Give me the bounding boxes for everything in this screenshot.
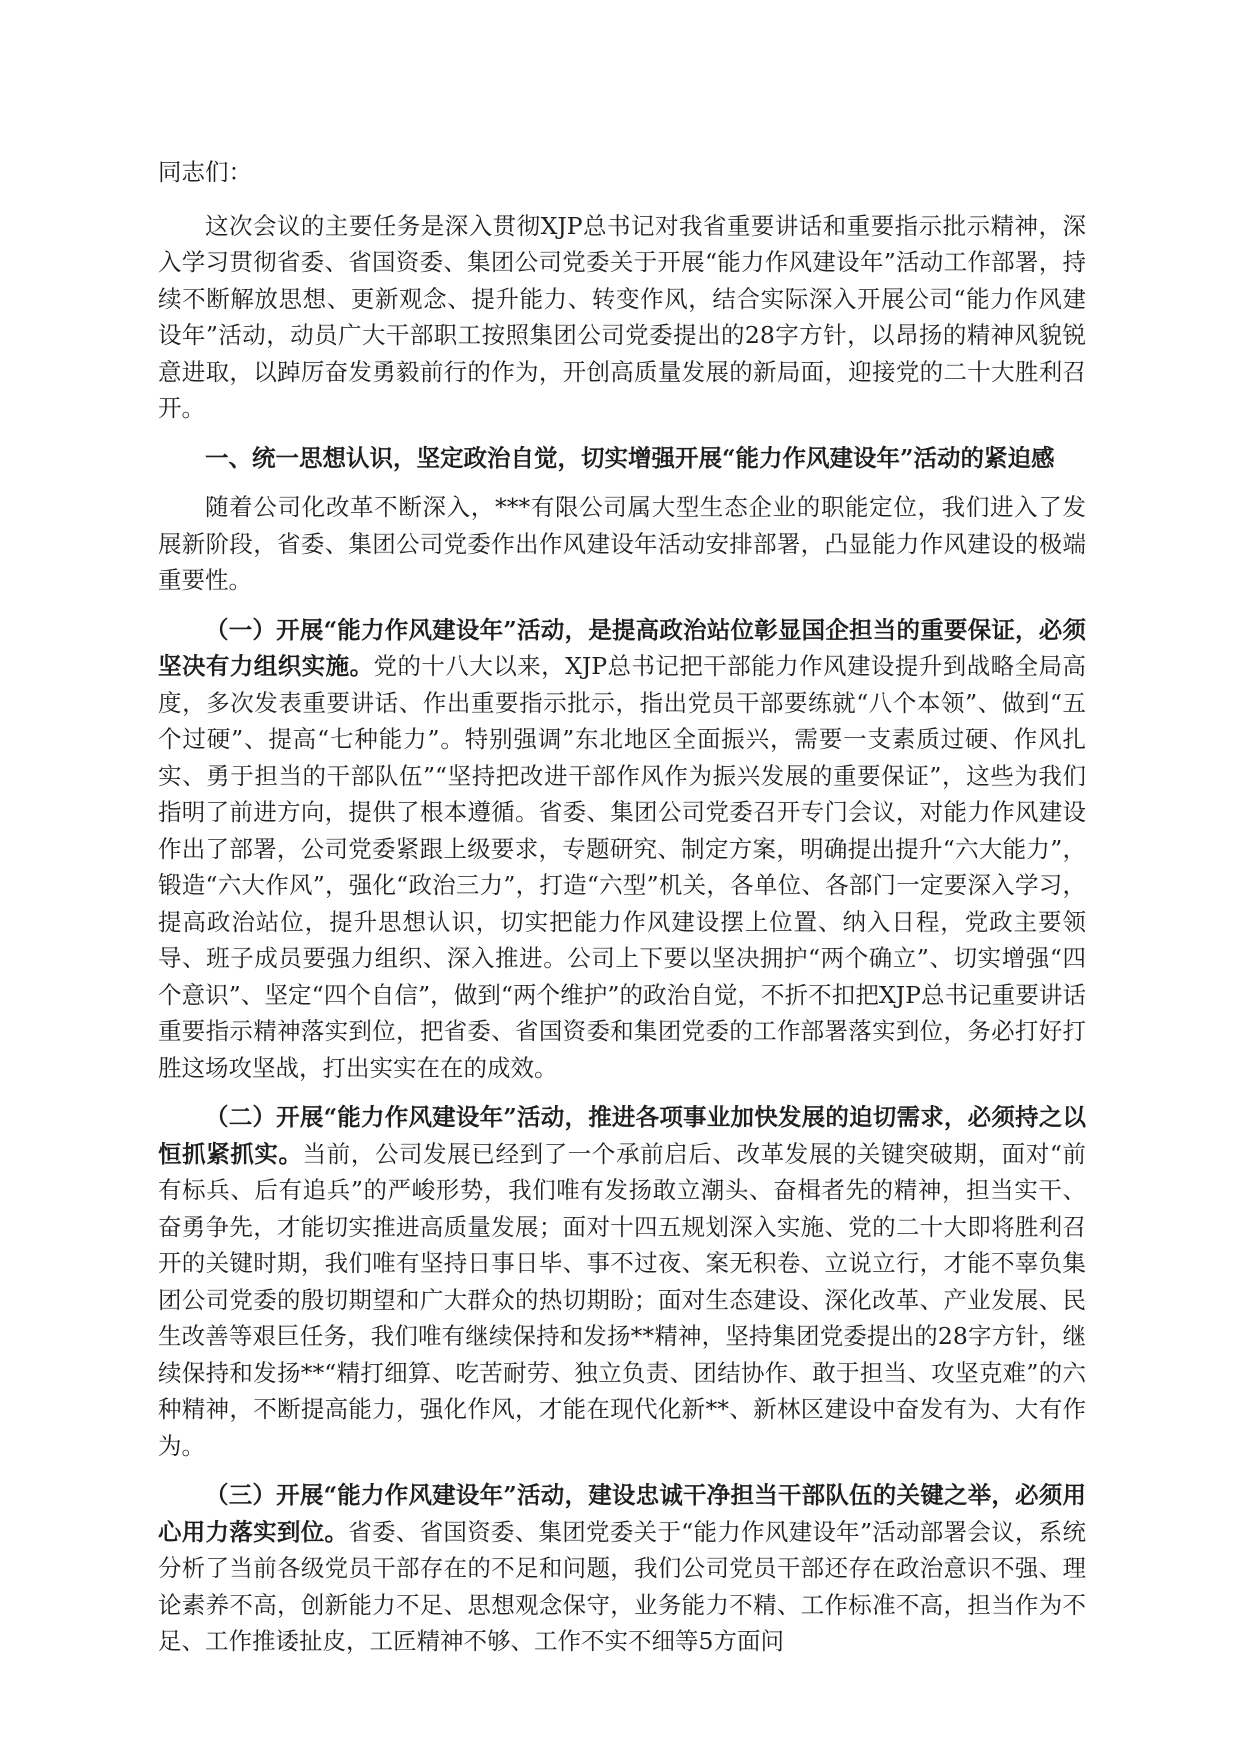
point-2-lead: （二）开展“能力作风建设年”活动，推进各项事业加快发展的迫切需求，必须持之以恒抓紧抓实。: [158, 1103, 1086, 1168]
point-3-lead: （三）开展“能力作风建设年”活动，建设忠诚干净担当干部队伍的关键之举，必须用心用力落实到位。: [158, 1481, 1086, 1546]
document-page: [158, 154, 1086, 1673]
point-1-paragraph: [158, 612, 1086, 1087]
greeting: 同志们：: [158, 158, 252, 186]
point-2-paragraph: [158, 1099, 1086, 1464]
point-1-lead: （一）开展“能力作风建设年”活动，是提高政治站位彰显国企担当的重要保证，必须坚决有力组织实施。: [158, 615, 1086, 680]
section-intro-paragraph: 随着公司化改革不断深入，***有限公司属大型生态企业的职能定位，我们进入了发展新阶段，省委、集团公司党委作出作风建设年活动安排部署，凸显能力作风建设的极端重要性。: [158, 493, 1086, 594]
point-3-body: 省委、省国资委、集团党委关于“能力作风建设年”活动部署会议，系统分析了当前各级党员干部存在的不足和问题，我们公司党员干部还存在政治意识不强、理论素养不高，创新能力不足、思想观念保守，业务能力不精、工作标准不高，担当作为不足、工作推诿扯皮，工匠精神不够、工作不实不细等5方面问: [158, 1517, 1086, 1655]
point-2-body: 当前，公司发展已经到了一个承前启后、改革发展的关键突破期，面对“前有标兵、后有追兵”的严峻形势，我们唯有发扬敢立潮头、奋楫者先的精神，担当实干、奋勇争先，才能切实推进高质量发展；面对十四五规划深入实施、党的二十大即将胜利召开的关键时期，我们唯有坚持日事日毕、事不过夜、案无积卷、立说立行，才能不辜负集团公司党委的殷切期望和广大群众的热切期盼；面对生态建设、深化改革、产业发展、民生改善等艰巨任务，我们唯有继续保持和发扬**精神，坚持集团党委提出的28字方针，继续保持和发扬**“精打细算、吃苦耐劳、独立负责、团结协作、敢于担当、攻坚克难”的六种精神，不断提高能力，强化作风，才能在现代化新**、新林区建设中奋发有为、大有作为。: [158, 1139, 1087, 1460]
point-3-paragraph: [158, 1477, 1086, 1660]
intro-paragraph: 这次会议的主要任务是深入贯彻XJP总书记对我省重要讲话和重要指示批示精神，深入学习贯彻省委、省国资委、集团公司党委关于开展“能力作风建设年”活动工作部署，持续不断解放思想、更新观念、提升能力、转变作风，结合实际深入开展公司“能力作风建设年”活动，动员广大干部职工按照集团公司党委提出的28字方针，以昂扬的精神风貌锐意进取，以踔厉奋发勇毅前行的作为，开创高质量发展的新局面，迎接党的二十大胜利召开。: [158, 211, 1086, 422]
section-heading-1: 一、统一思想认识，坚定政治自觉，切实增强开展“能力作风建设年”活动的紧迫感: [205, 443, 1055, 472]
point-1-body: 党的十八大以来，XJP总书记把干部能力作风建设提升到战略全局高度，多次发表重要讲话、作出重要指示批示，指出党员干部要练就“八个本领”、做到“五个过硬”、提高“七种能力”。特别强调”东北地区全面振兴，需要一支素质过硬、作风扎实、勇于担当的干部队伍”“坚持把改进干部作风作为振兴发展的重要保证”，这些为我们指明了前进方向，提供了根本遵循。省委、集团公司党委召开专门会议，对能力作风建设作出了部署，公司党委紧跟上级要求，专题研究、制定方案，明确提出提升“六大能力”，锻造“六大作风”，强化“政治三力”，打造“六型”机关，各单位、各部门一定要深入学习，提高政治站位，提升思想认识，切实把能力作风建设摆上位置、纳入日程，党政主要领导、班子成员要强力组织、深入推进。公司上下要以坚决拥护“两个确立”、切实增强“四个意识”、坚定“四个自信”，做到“两个维护”的政治自觉，不折不扣把XJP总书记重要讲话重要指示精神落实到位，把省委、省国资委和集团党委的工作部署落实到位，务必打好打胜这场攻坚战，打出实实在在的成效。: [158, 652, 1087, 1082]
